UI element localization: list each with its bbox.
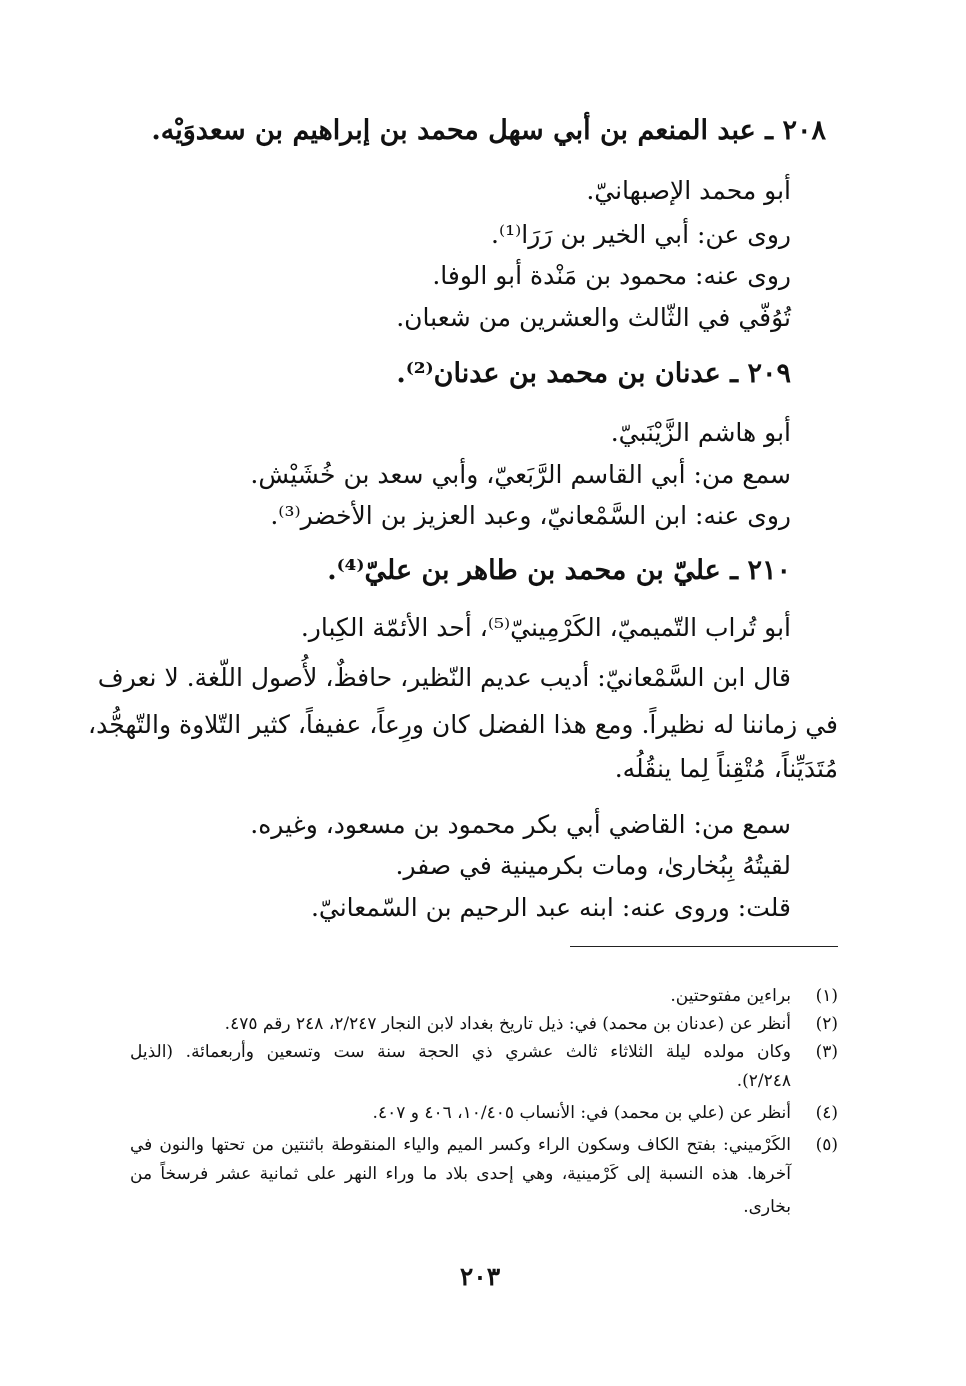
footnote-1 <box>0 988 966 1008</box>
entry-line: روى عن: أبي الخير بن رَرَا⁽¹⁾. <box>491 220 791 249</box>
footnote-number: (١) <box>815 986 838 1006</box>
entry-line: قلت: وروى عنه: ابنه عبد الرحيم بن السّمعانيّ. <box>310 893 791 922</box>
entry-line: سمع من: أبي القاسم الرَّبَعيّ، وأبي سعد بن خُشَيْش. <box>250 460 791 489</box>
page-number: ٢٠٣ <box>459 1262 501 1291</box>
footnote-5-continued <box>0 1199 966 1219</box>
footnote-text: ٢/٢٤٨). <box>736 1071 791 1091</box>
footnote-text: الكَرْميني: بفتح الكاف وسكون الراء وكسر الميم والياء المنقوطة باثنتين من تحتها والنون في <box>130 1135 791 1155</box>
footnote-3 <box>0 1044 966 1064</box>
footnote-number: (٤) <box>815 1103 838 1123</box>
footnote-text: آخرها. هذه النسبة إلى كَرْمينية، وهي إحدى بلاد ما وراء النهر على ثمانية عشر فرسخاً من <box>130 1164 791 1184</box>
footnote-5-continued <box>0 1166 966 1186</box>
footnote-number: (٣) <box>815 1042 838 1062</box>
footnote-text: براءين مفتوحتين. <box>670 986 791 1006</box>
entry-heading-210: ٢١٠ ـ عليّ بن محمد بن طاهر بن عليّ⁽⁴⁾. <box>327 555 791 586</box>
entry-line: روى عنه: ابن السَّمْعانيّ، وعبد العزيز بن الأخضر⁽³⁾. <box>270 501 791 530</box>
paragraph-line: قال ابن السَّمْعانيّ: أديب عديم النّظير، حافظٌ، لأُصول اللّغة. لا نعرف <box>97 663 791 692</box>
footnote-number: (٥) <box>815 1135 838 1155</box>
paragraph-line: في زماننا له نظيراً. ومع هذا الفضل كان ورِعاً، عفيفاً، كثير التّلاوة والتّهجُّد، <box>88 710 838 739</box>
entry-heading-209: ٢٠٩ ـ عدنان بن محمد بن عدنان⁽²⁾. <box>396 358 791 389</box>
entry-line: تُوُفّي في الثّالث والعشرين من شعبان. <box>396 303 791 332</box>
footnote-number: (٢) <box>815 1014 838 1034</box>
footnote-4 <box>0 1105 966 1125</box>
footnote-text: أنظر عن (عدنان بن محمد) في: ذيل تاريخ بغداد لابن النجار ٢/٢٤٧، ٢٤٨ رقم ٤٧٥. <box>224 1014 791 1034</box>
footnote-text: بخارى. <box>743 1197 791 1217</box>
footnote-separator <box>570 946 838 947</box>
entry-line: أبو هاشم الزَّيْنَبيّ. <box>610 418 791 447</box>
paragraph-line: مُتَدَيِّناً، مُتْقِناً لِما ينقُلُه. <box>614 754 838 783</box>
footnote-2 <box>0 1016 966 1036</box>
entry-line: أبو محمد الإصبهانيّ. <box>586 176 791 205</box>
entry-line: سمع من: القاضي أبي بكر محمود بن مسعود، وغيره. <box>250 810 791 839</box>
footnote-text: وكان مولده ليلة الثلاثاء ثالث عشري ذي الحجة سنة ست وتسعين وأربعمائة. (الذيل <box>130 1042 791 1062</box>
footnote-text: أنظر عن (علي بن محمد) في: الأنساب ١٠/٤٠٥، ٤٠٦ و ٤٠٧. <box>372 1103 791 1123</box>
entry-line: روى عنه: محمود بن مَنْدة أبو الوفا. <box>432 261 791 290</box>
footnote-5 <box>0 1137 966 1157</box>
entry-heading-208: ٢٠٨ ـ عبد المنعم بن أبي سهل محمد بن إبراهيم بن سعدوَيْه. <box>151 115 826 146</box>
entry-line: أبو تُراب التّميميّ، الكَرْمِينيّ⁽⁵⁾، أحد الأئمّة الكِبار. <box>300 613 791 642</box>
footnote-3-continued <box>0 1073 966 1093</box>
entry-line: لقيتُهُ بِبُخارىٰ، ومات بكرمينية في صفر. <box>395 851 791 880</box>
